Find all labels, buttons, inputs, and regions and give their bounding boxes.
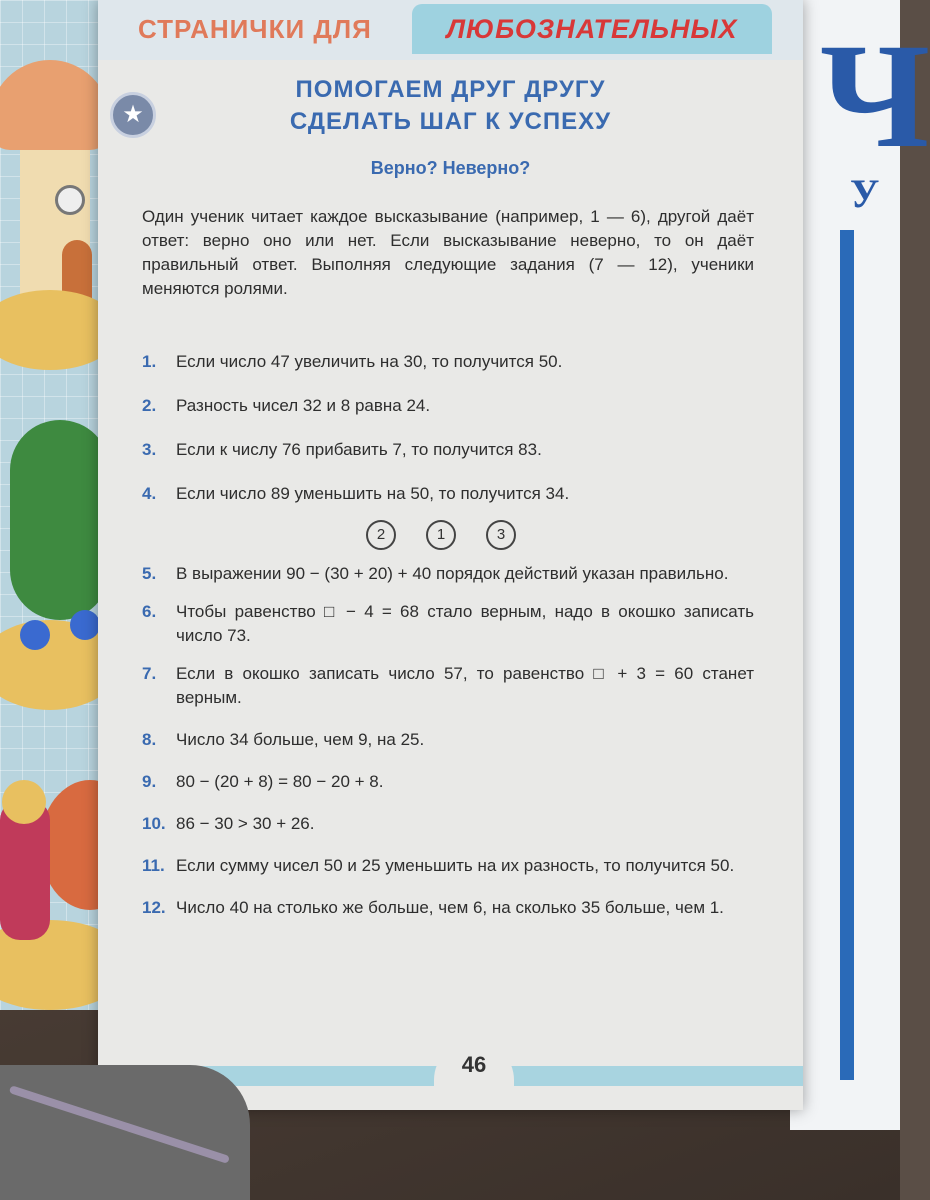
- next-page-letter: Ч: [820, 13, 930, 179]
- bag-object: [0, 1065, 250, 1200]
- task-item: [142, 438, 754, 462]
- task-number: 5.: [142, 564, 157, 583]
- task-item: [142, 394, 754, 418]
- task-number: 6.: [142, 602, 157, 621]
- task-text: Если сумму чисел 50 и 25 уменьшить на их разность, то получится 50.: [176, 856, 735, 875]
- task-text: Если число 47 увеличить на 30, то получится 50.: [176, 352, 563, 371]
- next-page-edge: [790, 0, 930, 1130]
- task-item: [142, 600, 754, 648]
- task-item: [142, 662, 754, 710]
- mushroom-cap-illustration: [0, 60, 110, 150]
- task-text: Если число 89 уменьшить на 50, то получится 34.: [176, 484, 570, 503]
- task-number: 11.: [142, 856, 165, 875]
- bag-zipper: [9, 1085, 230, 1164]
- task-text: Разность чисел 32 и 8 равна 24.: [176, 396, 431, 415]
- section-subtitle: Верно? Неверно?: [370, 158, 531, 178]
- task-text: Число 34 больше, чем 9, на 25.: [176, 730, 425, 749]
- flower-illustration: [20, 620, 50, 650]
- task-text: Чтобы равенство □ − 4 = 68 стало верным, надо в окошко записать число 73.: [176, 602, 754, 645]
- task-text: В выражении 90 − (30 + 20) + 40 порядок действий указан правильно.: [176, 564, 729, 583]
- task-number: 4.: [142, 484, 157, 503]
- task-item: [142, 482, 754, 506]
- textbook-page: [98, 0, 803, 1110]
- task-item: [142, 896, 754, 920]
- task-number: 2.: [142, 396, 157, 415]
- task-number: 8.: [142, 730, 157, 749]
- header-left-text: СТРАНИЧКИ ДЛЯ: [138, 14, 372, 44]
- task-number: 7.: [142, 664, 157, 683]
- page-title: [98, 74, 803, 138]
- tree-illustration: [10, 420, 110, 620]
- previous-page-edge: [0, 0, 110, 1010]
- task-item: [142, 854, 754, 878]
- flower-illustration: [70, 610, 100, 640]
- page-number: 46: [434, 1040, 514, 1090]
- task-number: 10.: [142, 814, 166, 833]
- task-number: 12.: [142, 898, 166, 917]
- task-item: [142, 350, 754, 374]
- stars-icon: ★: [110, 92, 156, 138]
- task-number: 9.: [142, 772, 157, 791]
- window-illustration: [55, 185, 85, 215]
- task-item: [142, 728, 754, 752]
- task-text: Если в окошко записать число 57, то равенство □ + 3 = 60 станет верным.: [176, 664, 754, 707]
- snail-face-illustration: [2, 780, 46, 824]
- next-page-blue-bar: [840, 230, 854, 1080]
- task-list: [142, 350, 754, 920]
- task-text: Если к числу 76 прибавить 7, то получится 83.: [176, 440, 542, 459]
- title-line-2: СДЕЛАТЬ ШАГ К УСПЕХУ: [289, 108, 612, 135]
- order-circle: 3: [486, 520, 516, 550]
- task-text: 80 − (20 + 8) = 80 − 20 + 8.: [176, 772, 384, 791]
- order-circle: 1: [426, 520, 456, 550]
- task-item: [142, 562, 754, 586]
- task-item: [142, 812, 754, 836]
- task-number: 3.: [142, 440, 157, 459]
- next-page-small-letter: У: [850, 171, 880, 216]
- title-line-1: ПОМОГАЕМ ДРУГ ДРУГУ: [295, 76, 606, 103]
- task-text: Число 40 на столько же больше, чем 6, на сколько 35 больше, чем 1.: [176, 898, 724, 917]
- header-right-text: ЛЮБОЗНАТЕЛЬНЫХ: [412, 4, 772, 54]
- intro-paragraph: Один ученик читает каждое высказывание (например, 1 — 6), другой даёт ответ: верно оно или нет. Если высказывание неверно, то он даёт правильный ответ. Выполняя следующие задания (7 — 12), ученики меняются ролями.: [142, 207, 754, 298]
- task-item: [142, 770, 754, 794]
- task-text: 86 − 30 > 30 + 26.: [176, 814, 315, 833]
- order-of-operations-marks: [366, 520, 516, 550]
- page-header: [98, 0, 803, 60]
- task-number: 1.: [142, 352, 157, 371]
- order-circle: 2: [366, 520, 396, 550]
